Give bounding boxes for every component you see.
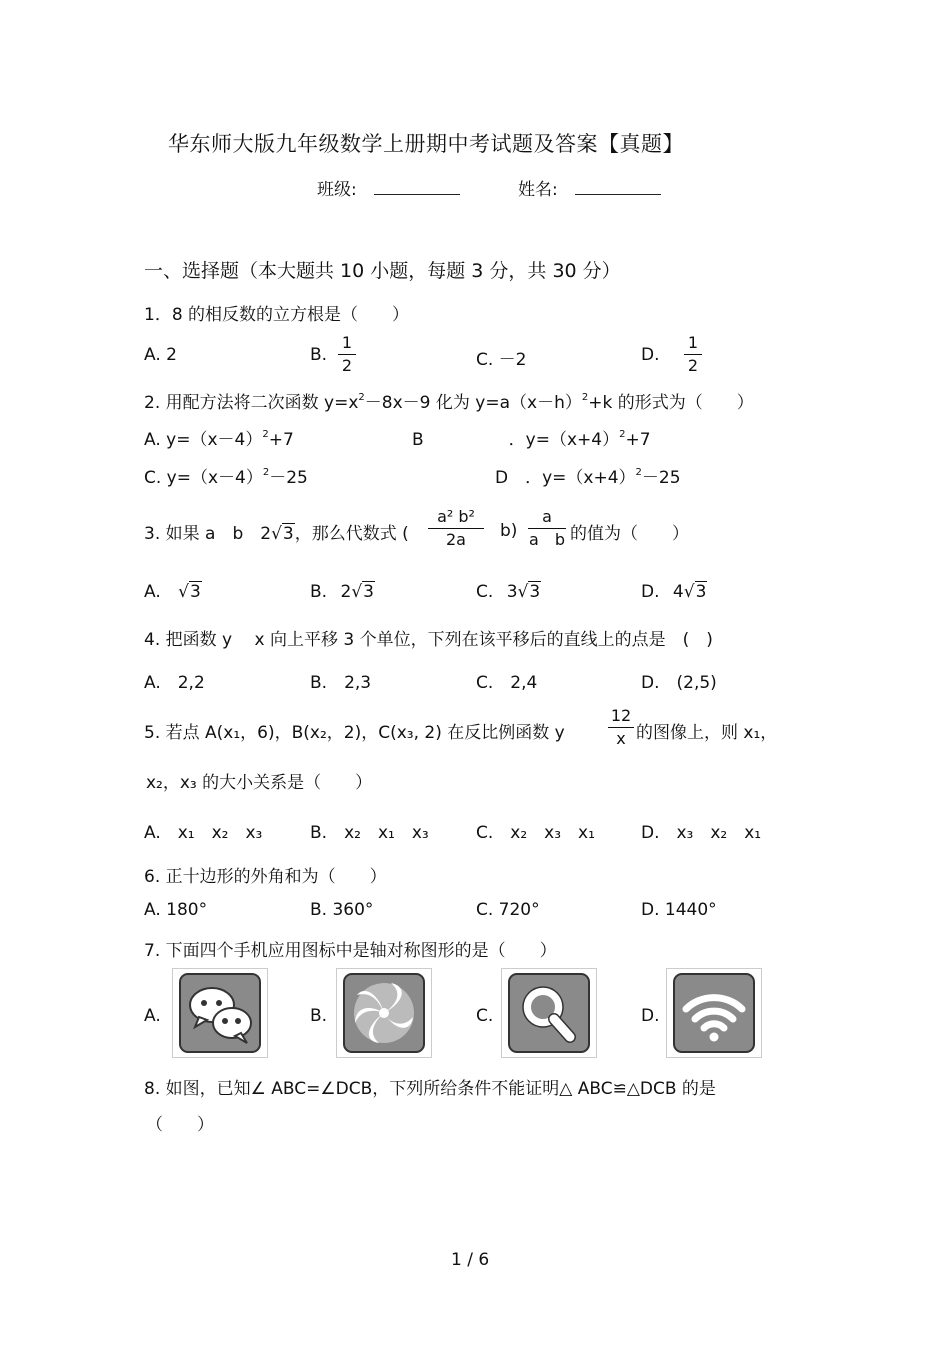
sqrt-symbol: √3 xyxy=(517,582,541,602)
option-text: －25 xyxy=(641,468,681,488)
sqrt-symbol: √3 xyxy=(683,582,707,602)
option-text: D ．y=（x+4） xyxy=(495,468,636,488)
q5-option-c: C. x₂ x₃ x₁ xyxy=(476,823,595,843)
fraction-numerator: 1 xyxy=(341,333,353,352)
q1-stem: 1．8 的相反数的立方根是（ ） xyxy=(144,305,410,325)
q6-stem: 6. 正十边形的外角和为（ ） xyxy=(144,867,387,887)
q4-option-c: C. 2,4 xyxy=(476,673,538,693)
q6-option-b: B. 360° xyxy=(310,900,374,920)
q3-stem-part: 3. 如果 a b 2 xyxy=(144,524,272,544)
q7-option-b-image xyxy=(336,968,432,1058)
q7-option-a-image xyxy=(172,968,268,1058)
q2-stem xyxy=(144,388,754,413)
q4-option-b: B. 2,3 xyxy=(310,673,372,693)
radicand: 3 xyxy=(282,524,294,544)
q6-option-a: A. 180° xyxy=(144,900,208,920)
q8-stem: 8. 如图，已知∠ ABC=∠DCB，下列所给条件不能证明△ ABC≌△DCB 的是 xyxy=(144,1079,716,1099)
fraction-denominator: x xyxy=(616,729,626,748)
option-label: D. xyxy=(641,582,660,602)
q1-option-d-label: D. xyxy=(641,345,660,365)
q5-option-a: A. x₁ x₂ x₃ xyxy=(144,823,263,843)
exponent: 2 xyxy=(619,429,626,440)
q3-option-d xyxy=(641,582,707,602)
q7-option-c-label: C. xyxy=(476,1006,494,1026)
q1-option-c: C. －2 xyxy=(476,350,527,370)
q1-option-b-fraction xyxy=(338,333,356,376)
q7-option-b-label: B. xyxy=(310,1006,328,1026)
q5-stem-c: x₂，x₃ 的大小关系是（ ） xyxy=(146,773,373,793)
q5-option-b: B. x₂ x₁ x₃ xyxy=(310,823,429,843)
section-heading: 一、选择题（本大题共 10 小题，每题 3 分，共 30 分） xyxy=(144,260,621,282)
q3-option-b xyxy=(310,582,375,602)
coefficient: 4 xyxy=(672,582,684,602)
q7-option-a-label: A. xyxy=(144,1006,161,1026)
name-blank xyxy=(575,180,661,195)
q2-option-d xyxy=(495,463,681,488)
q3-option-c xyxy=(476,582,541,602)
q8-paren: （ ） xyxy=(146,1115,214,1135)
class-field xyxy=(317,175,460,200)
q4-option-d: D. (2,5) xyxy=(641,673,717,693)
option-text: +7 xyxy=(625,430,651,450)
q7-option-d-image xyxy=(666,968,762,1058)
radicand: 3 xyxy=(529,582,541,602)
magnifier-icon xyxy=(508,973,590,1053)
option-text: －25 xyxy=(269,468,308,488)
coefficient: 3 xyxy=(506,582,518,602)
swirl-icon xyxy=(343,973,425,1053)
fraction-denominator: 2a xyxy=(446,530,466,549)
q2-option-b xyxy=(412,425,651,450)
exponent: 2 xyxy=(262,429,269,440)
q3-fraction-2 xyxy=(528,507,566,550)
q7-option-c-image xyxy=(501,968,597,1058)
option-text: C. y=（x－4） xyxy=(144,468,263,488)
option-text: B ．y=（x+4） xyxy=(412,430,620,450)
q3-fraction-1 xyxy=(428,507,484,550)
option-text: A. y=（x－4） xyxy=(144,430,263,450)
q3-stem-c: b) xyxy=(500,521,518,541)
q2-stem-part: 2. 用配方法将二次函数 y=x xyxy=(144,393,359,413)
coefficient: 2 xyxy=(340,582,352,602)
q1-option-b-label: B. xyxy=(310,345,328,365)
q4-stem: 4. 把函数 y x 向上平移 3 个单位，下列在该平移后的直线上的点是 ( ) xyxy=(144,630,713,650)
page-title: 华东师大版九年级数学上册期中考试题及答案【真题】 xyxy=(168,132,684,156)
fraction-denominator: a b xyxy=(529,530,565,549)
sqrt-symbol: √3 xyxy=(351,582,374,602)
q5-stem-a: 5. 若点 A(x₁，6)，B(x₂，2)，C(x₃, 2) 在反比例函数 y xyxy=(144,723,565,743)
fraction-numerator: a² b² xyxy=(437,507,475,526)
sqrt-symbol: √3 xyxy=(178,582,201,602)
q3-stem-a xyxy=(144,519,409,544)
page-number: 1 / 6 xyxy=(451,1250,490,1270)
q2-stem-part: －8x－9 化为 y=a（x－h） xyxy=(364,393,582,413)
option-text: +7 xyxy=(268,430,294,450)
q5-stem-b: 的图像上，则 x₁， xyxy=(636,723,778,743)
q3-stem-d: 的值为（ ） xyxy=(570,524,689,544)
option-label: A. xyxy=(144,582,161,602)
q3-stem-part: ，那么代数式 ( xyxy=(294,524,409,544)
q2-option-c xyxy=(144,463,308,488)
q5-option-d: D. x₃ x₂ x₁ xyxy=(641,823,762,843)
q1-option-a: A. 2 xyxy=(144,345,177,365)
q1-option-d-fraction xyxy=(684,333,702,376)
option-label: B. xyxy=(310,582,328,602)
q2-option-a xyxy=(144,425,294,450)
q4-option-a: A. 2,2 xyxy=(144,673,205,693)
class-label: 班级: xyxy=(317,180,357,200)
exponent: 2 xyxy=(581,392,589,403)
fraction-numerator: a xyxy=(542,507,552,526)
wechat-icon xyxy=(179,973,261,1053)
class-blank xyxy=(374,180,460,195)
fraction-denominator: 2 xyxy=(341,356,353,375)
q6-option-c: C. 720° xyxy=(476,900,540,920)
sqrt-symbol: √3 xyxy=(271,524,294,544)
q7-stem: 7. 下面四个手机应用图标中是轴对称图形的是（ ） xyxy=(144,941,557,961)
q6-option-d: D. 1440° xyxy=(641,900,717,920)
exponent: 2 xyxy=(262,467,270,478)
q3-option-a xyxy=(144,582,202,602)
exponent: 2 xyxy=(635,467,642,478)
option-label: C. xyxy=(476,582,494,602)
exponent: 2 xyxy=(358,392,365,403)
q5-fraction xyxy=(608,706,634,749)
name-label: 姓名: xyxy=(518,180,558,200)
radicand: 3 xyxy=(363,582,374,602)
q7-option-d-label: D. xyxy=(641,1006,660,1026)
radicand: 3 xyxy=(189,582,201,602)
fraction-numerator: 12 xyxy=(610,706,632,725)
radicand: 3 xyxy=(695,582,707,602)
name-field xyxy=(518,175,661,200)
fraction-denominator: 2 xyxy=(687,356,699,375)
wifi-icon xyxy=(673,973,755,1053)
fraction-numerator: 1 xyxy=(687,333,699,352)
q2-stem-part: +k 的形式为（ ） xyxy=(588,393,754,413)
